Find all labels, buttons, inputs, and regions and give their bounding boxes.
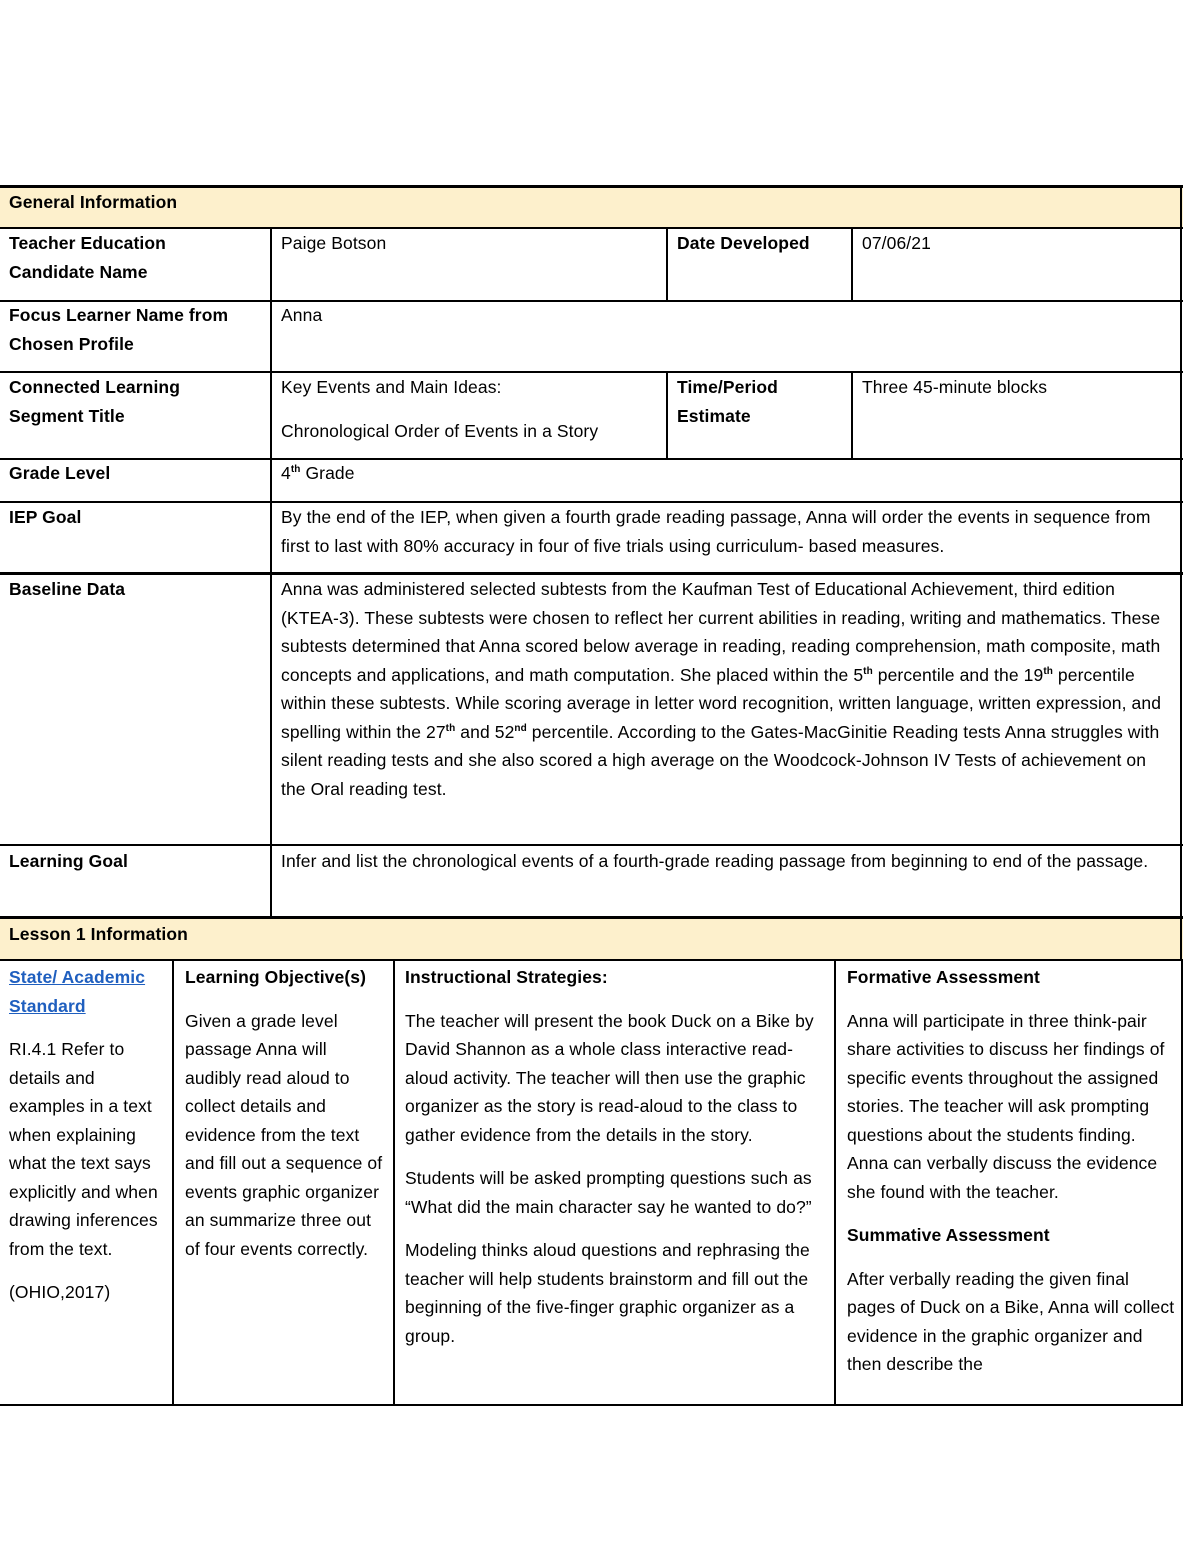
iep-goal-value: By the end of the IEP, when given a fourth grade reading passage, Anna will order the events in sequence from first to last with 80% accuracy in four of five trials using curriculum- based measures. [281,507,1151,556]
rule [270,228,272,917]
iep-goal-label: IEP Goal [9,507,82,527]
learning-goal-label: Learning Goal [9,851,128,871]
grade-suffix: th [290,464,301,475]
standard-citation: (OHIO,2017) [9,1282,111,1302]
teacher-name-label: Teacher Education Candidate Name [9,233,166,282]
general-info-title: General Information [9,192,178,212]
rule [1181,961,1183,1406]
rule [0,916,1183,919]
segment-title-label: Connected Learning Segment Title [9,377,180,426]
date-developed-value: 07/06/21 [862,233,931,253]
focus-learner-label: Focus Learner Name from Chosen Profile [9,305,229,354]
segment-title-line1: Key Events and Main Ideas: [281,377,502,397]
objective-column [174,963,390,1263]
segment-title-line2: Chronological Order of Events in a Story [281,420,599,441]
learning-objective-text: Given a grade level passage Anna will audibly read aloud to collect details and evidence from the text and fill out a sequence of events graphic organizer an summarize three out of four events correctly. [185,1010,383,1259]
learning-goal-value: Infer and list the chronological events of a fourth-grade reading passage from beginning to end of the passage. [281,851,1149,871]
baseline-sup: th [863,665,873,677]
lesson1-info-header [0,917,1183,960]
time-estimate-value: Three 45-minute blocks [862,377,1048,397]
summative-assessment-label: Summative Assessment [847,1225,1050,1245]
learning-objective-label: Learning Objective(s) [185,967,367,987]
standard-column [0,963,170,1307]
baseline-sup: th [1043,665,1053,677]
baseline-text: Anna was administered selected subtests from the Kaufman Test of Educational Achievement, third edition (KTEA-3). These subtests were chosen to reflect her current abilities in reading, writing and mathematics. These subtests determined that Anna scored below average in reading, reading comprehension, math composite, math concepts and applications, and math computation. She placed within the 5 [281,579,1161,685]
baseline-text: percentile within these subtests. While scoring average in letter word recognition, written language, written expression, and spelling within the 27 [281,664,1162,742]
rule [0,185,1183,188]
strategies-column [395,963,832,1350]
grade-level-value [272,459,1172,488]
state-academic-standard-link[interactable]: State/ Academic Standard [9,967,146,1016]
strategies-paragraph: Students will be asked prompting questions such as “What did the main character say he wanted to do?” [405,1168,812,1217]
baseline-text: percentile. According to the Gates-MacGinitie Reading tests Anna struggles with silent reading tests and she also scored a high average on the Woodcock-Johnson IV Tests of achievement on the Oral reading test. [281,721,1160,799]
rule [1180,185,1182,961]
lesson1-info-title: Lesson 1 Information [9,924,188,944]
assessment-column [836,963,1180,1379]
focus-learner-value: Anna [281,305,323,325]
baseline-text: percentile and the 19 [872,664,1044,685]
formative-assessment-text: Anna will participate in three think-pair share activities to discuss her findings of specific events throughout the assigned stories. The teacher will ask prompting questions about the students finding. Anna can verbally discuss the evidence she found with the teacher. [847,1010,1165,1202]
grade-word: Grade [300,463,355,483]
grade-level-label: Grade Level [9,463,111,483]
teacher-name-value: Paige Botson [281,233,387,253]
standard-text: RI.4.1 Refer to details and examples in a text when explaining what the text says explicitly and when drawing inferences from the text. [9,1039,158,1259]
rule [0,1404,1183,1406]
formative-assessment-label: Formative Assessment [847,967,1040,987]
time-estimate-label: Time/Period Estimate [677,377,778,426]
baseline-sup: th [445,722,456,734]
summative-assessment-text: After verbally reading the given final pages of Duck on a Bike, Anna will collect evidence in the graphic organizer and then describe the [847,1268,1175,1374]
segment-title-value [272,373,664,445]
baseline-data-value [272,575,1177,803]
instructional-strategies-label: Instructional Strategies: [405,967,608,987]
strategies-paragraph: The teacher will present the book Duck on a Bike by David Shannon as a whole class interactive read-aloud activity. The teacher will then use the graphic organizer as the story is read-aloud to the class to gather evidence from the details in the story. [405,1010,814,1145]
date-developed-label: Date Developed [677,233,810,253]
baseline-data-label: Baseline Data [9,579,126,599]
baseline-text: and 52 [455,721,515,742]
general-info-header [0,185,1183,228]
baseline-sup: nd [514,722,527,734]
strategies-paragraph: Modeling thinks aloud questions and rephrasing the teacher will help students brainstorm and fill out the beginning of the five-finger graphic organizer as a group. [405,1240,810,1346]
rule [0,959,1183,961]
rule [0,844,1183,846]
grade-number: 4 [281,463,291,483]
